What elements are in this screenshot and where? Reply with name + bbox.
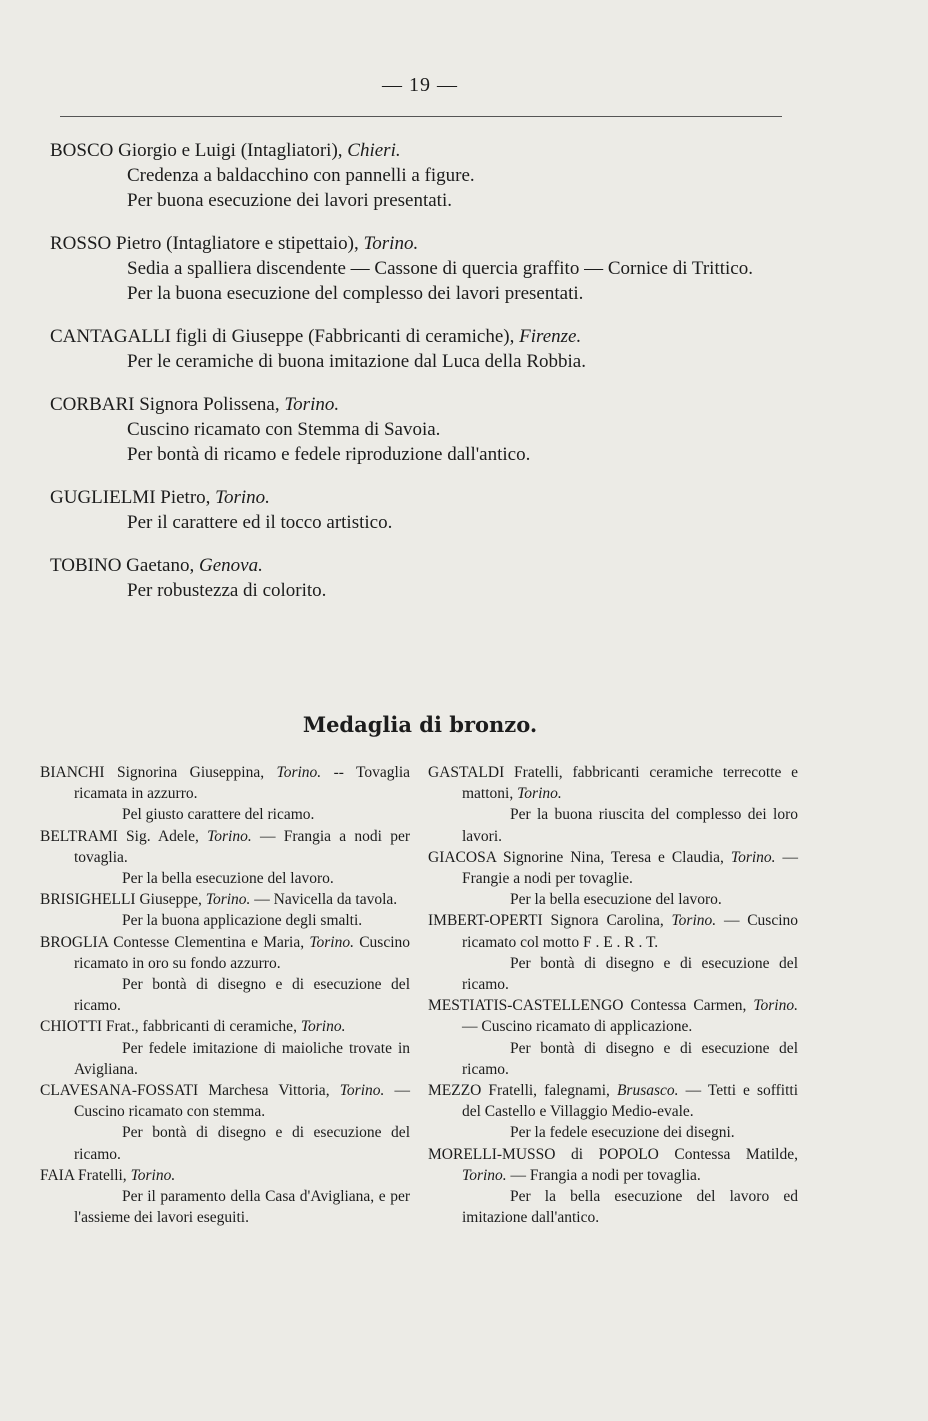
list-item — [40, 762, 410, 826]
entry-name: BROGLIA Contesse Clementina e Maria, — [40, 933, 305, 951]
list-item — [40, 889, 410, 931]
entry-bosco — [50, 138, 790, 213]
right-column — [428, 762, 798, 1228]
entry-name: FAIA Fratelli, — [40, 1166, 127, 1184]
entry-city: Torino. — [730, 848, 776, 866]
list-item — [40, 1016, 410, 1080]
entry-corbari — [50, 392, 790, 467]
entry-line: Per bontà di ricamo e fedele riproduzione dall'antico. — [127, 444, 531, 465]
list-item — [428, 1080, 798, 1144]
entry-name: BELTRAMI Sig. Adele, — [40, 827, 199, 845]
entry-name: GUGLIELMI Pietro, — [50, 487, 211, 508]
entry-motive: Per bontà di disegno e di esecuzione del ricamo. — [462, 1039, 798, 1078]
entry-desc: — Frangie a nodi per tovaglie. — [462, 848, 799, 888]
entry-guglielmi — [50, 485, 790, 535]
entry-city: Torino. — [207, 827, 252, 845]
entry-line: Per buona esecuzione dei lavori presentati. — [127, 190, 452, 211]
entry-city: Torino. — [205, 891, 251, 909]
left-column — [40, 762, 410, 1228]
header-rule — [60, 116, 782, 117]
entry-name: GASTALDI Fratelli, fabbricanti ceramiche terrecotte e mattoni, — [428, 764, 798, 803]
upper-entries — [50, 138, 790, 621]
entry-desc: — Cuscino ricamato con stemma. — [74, 1082, 411, 1121]
list-item — [428, 847, 798, 911]
entry-line: Per le ceramiche di buona imitazione dal Luca della Robbia. — [127, 351, 586, 372]
entry-desc: -- Tovaglia ricamata in azzurro. — [74, 764, 411, 803]
entry-city: Torino. — [309, 933, 354, 951]
entry-motive: Per il paramento della Casa d'Avigliana, e per l'assieme dei lavori eseguiti. — [74, 1188, 410, 1227]
entry-motive: Per la buona applicazione degli smalti. — [122, 912, 363, 930]
list-item — [428, 995, 798, 1080]
entry-city: Genova. — [198, 555, 263, 576]
entry-name: ROSSO Pietro (Intagliatore e stipettaio), — [50, 233, 359, 254]
entry-city: Torino. — [215, 487, 270, 508]
section-title-bronze-medal: Medaglia di bronzo. — [302, 712, 538, 737]
list-item — [428, 762, 798, 847]
list-item — [428, 910, 798, 995]
entry-desc: Cuscino ricamato in oro su fondo azzurro. — [74, 933, 411, 972]
entry-motive: Per bontà di disegno e di esecuzione del ricamo. — [74, 976, 410, 1015]
list-item — [428, 1144, 798, 1229]
entry-name: CANTAGALLI figli di Giuseppe (Fabbricanti di ceramiche), — [50, 326, 515, 347]
entry-line: Per la buona esecuzione del complesso dei lavori presentati. — [127, 283, 584, 304]
entry-desc: — Frangia a nodi per tovaglia. — [74, 827, 410, 866]
entry-motive: Per bontà di disegno e di esecuzione del ricamo. — [74, 1124, 410, 1163]
entry-city: Torino. — [462, 1166, 507, 1184]
entry-rosso — [50, 231, 790, 306]
entry-motive: Per bontà di disegno e di esecuzione del ricamo. — [462, 954, 798, 994]
entry-desc: — Tetti e soffitti del Castello e Villaggio Medio-evale. — [462, 1082, 799, 1121]
entry-name: MEZZO Fratelli, falegnami, — [428, 1082, 610, 1100]
entry-motive: Per la fedele esecuzione dei disegni. — [510, 1124, 735, 1142]
list-item — [40, 1080, 410, 1165]
entry-name: BRISIGHELLI Giuseppe, — [40, 891, 202, 909]
list-item — [40, 1165, 410, 1229]
entry-tobino — [50, 553, 790, 603]
entry-motive: Per fedele imitazione di maioliche trovate in Avigliana. — [74, 1039, 410, 1078]
entry-city: Firenze. — [519, 326, 582, 347]
entry-desc: — Navicella da tavola. — [254, 891, 398, 909]
entry-line: Per robustezza di colorito. — [127, 580, 327, 601]
list-item — [40, 932, 410, 1017]
entry-name: IMBERT-OPERTI Signora Carolina, — [428, 912, 664, 930]
page-number: — 19 — — [382, 74, 458, 96]
entry-name: MESTIATIS-CASTELLENGO Contessa Carmen, — [428, 997, 747, 1015]
list-item — [40, 826, 410, 890]
entry-line: Sedia a spalliera discendente — Cassone di quercia graffito — Cornice di Trittico. — [127, 258, 753, 279]
entry-motive: Per la bella esecuzione del lavoro. — [510, 891, 722, 909]
entry-city: Torino. — [300, 1018, 346, 1036]
entry-city: Torino. — [276, 764, 322, 781]
entry-motive: Per la buona riuscita del complesso dei loro lavori. — [462, 806, 798, 845]
entry-city: Torino. — [753, 997, 798, 1015]
entry-cantagalli — [50, 324, 790, 374]
entry-name: CHIOTTI Frat., fabbricanti di ceramiche, — [40, 1018, 297, 1036]
entry-desc: — Frangia a nodi per tovaglia. — [510, 1166, 701, 1184]
entry-city: Torino. — [363, 233, 419, 254]
entry-name: BOSCO Giorgio e Luigi (Intagliatori), — [50, 140, 343, 161]
entry-line: Cuscino ricamato con Stemma di Savoia. — [127, 419, 441, 440]
entry-city: Torino. — [284, 394, 340, 415]
entry-line: Credenza a baldacchino con pannelli a figure. — [127, 165, 475, 186]
entry-name: TOBINO Gaetano, — [50, 555, 195, 576]
entry-name: GIACOSA Signorine Nina, Teresa e Claudia, — [428, 848, 724, 866]
entry-name: CORBARI Signora Polissena, — [50, 394, 280, 415]
entry-desc: — Cuscino ricamato di applicazione. — [462, 1018, 693, 1036]
entry-desc: — Cuscino ricamato col motto F . E . R . T. — [462, 912, 799, 951]
entry-city: Torino. — [339, 1082, 385, 1100]
entry-motive: Per la bella esecuzione del lavoro. — [122, 870, 334, 888]
entry-city: Brusasco. — [616, 1082, 679, 1100]
entry-name: CLAVESANA-FOSSATI Marchesa Vittoria, — [40, 1082, 330, 1100]
entry-name: BIANCHI Signorina Giuseppina, — [40, 764, 265, 781]
entry-name: MORELLI-MUSSO di POPOLO Contessa Matilde, — [428, 1145, 798, 1163]
entry-city: Torino. — [671, 912, 717, 930]
entry-line: Per il carattere ed il tocco artistico. — [127, 512, 393, 533]
entry-city: Chieri. — [347, 140, 401, 161]
entry-motive: Pel giusto carattere del ricamo. — [122, 806, 315, 824]
entry-city: Torino. — [517, 785, 562, 803]
entry-motive: Per la bella esecuzione del lavoro ed imitazione dall'antico. — [462, 1188, 798, 1227]
entry-city: Torino. — [130, 1166, 176, 1184]
